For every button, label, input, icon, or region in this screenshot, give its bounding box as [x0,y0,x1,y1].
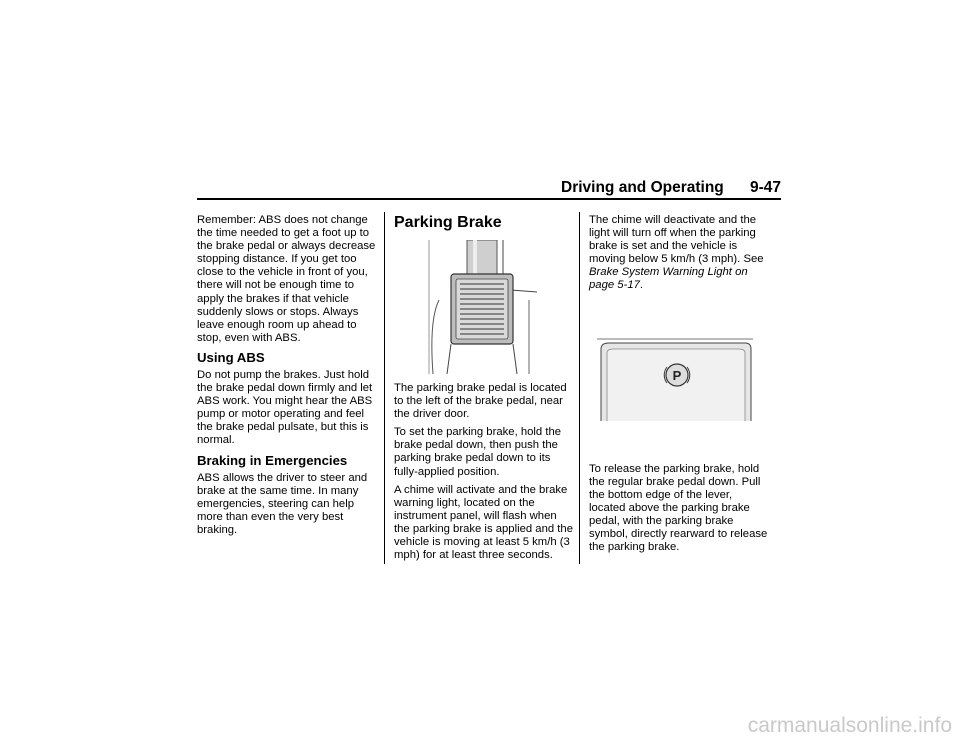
chime-deactivate-end: . [639,279,644,292]
parking-brake-p-icon: P [672,367,682,383]
page-header [197,179,781,199]
release-parking-brake-paragraph: To release the parking brake, hold the regular brake pedal down. Pull the bottom edge of the lever, located above the parking brake pedal, with the parking brake symbol, directly rearward to release the parking brake. [589,462,768,554]
page-number: 9-47 [749,179,781,196]
header-rule [197,198,781,200]
watermark: carmanualsonline.info [747,714,952,737]
using-abs-heading: Using ABS [197,349,265,365]
braking-emergencies-heading: Braking in Emergencies [197,452,348,468]
chime-deactivate-text: The chime will deactivate and the light will turn off when the parking brake is set and the vehicle is moving below 5 km/h (3 mph). See [589,214,764,266]
column-1 [197,214,377,542]
column-divider [384,212,385,564]
section-title: Driving and Operating [561,179,724,196]
using-abs-paragraph: Do not pump the brakes. Just hold the brake pedal down firmly and let ABS work. You might hear the ABS pump or motor operating and feel the brake pedal pulsate, but this is normal. [197,368,373,447]
braking-emergencies-paragraph: ABS allows the driver to steer and brake at the same time. In many emergencies, steering can help more than even the very best braking. [197,471,368,536]
abs-intro-paragraph: Remember: ABS does not change the time needed to get a foot up to the brake pedal or always decrease stopping distance. If you get too close to the vehicle in front of you, there will not be enough time to apply the brakes if that vehicle suddenly slows or stops. Always leave enough room up ahead to stop, even with ABS. [197,214,376,344]
parking-brake-chime-paragraph: A chime will activate and the brake warning light, located on the instrument panel, will flash when the parking brake is applied and the vehicle is moving at least 5 km/h (3 mph) for at least three seconds. [394,483,573,562]
parking-brake-release-lever-illustration [597,337,753,423]
column-3 [589,214,769,559]
parking-brake-set-paragraph: To set the parking brake, hold the brake pedal down, then push the parking brake pedal down to its fully-applied position. [394,426,562,478]
parking-brake-pedal-illustration [425,240,537,374]
column-divider [579,212,580,564]
parking-brake-heading: Parking Brake [394,214,502,231]
brake-warning-light-reference[interactable]: Brake System Warning Light on page 5-17 [589,266,748,292]
chime-deactivate-paragraph [589,214,769,293]
parking-brake-location-paragraph: The parking brake pedal is located to the left of the brake pedal, near the driver door. [394,382,567,421]
column-2 [394,214,574,567]
